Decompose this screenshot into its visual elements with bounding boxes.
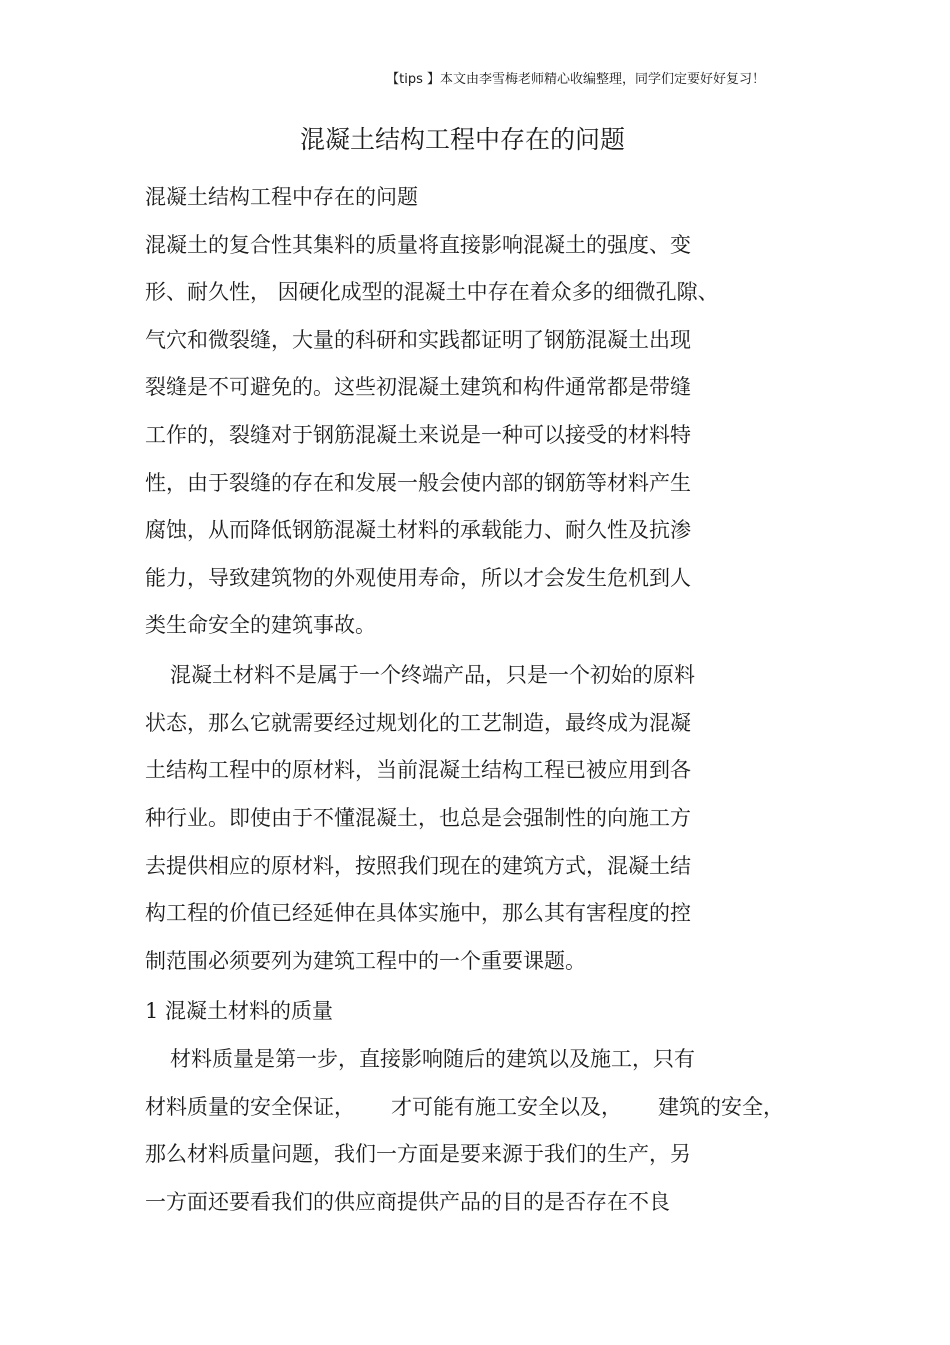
document-subtitle: 混凝土结构工程中存在的问题 xyxy=(145,185,418,209)
paragraph-line: 气穴和微裂缝，大量的科研和实践都证明了钢筋混凝土出现 xyxy=(145,328,691,352)
paragraph-line: 混凝土材料不是属于一个终端产品，只是一个初始的原料 xyxy=(170,663,695,687)
paragraph-line: 腐蚀，从而降低钢筋混凝土材料的承载能力、耐久性及抗渗 xyxy=(145,518,691,542)
paragraph-line: 种行业。即使由于不懂混凝土，也总是会强制性的向施工方 xyxy=(145,806,691,830)
tips-header: 【tips 】本文由李雪梅老师精心收编整理，同学们定要好好复习！ xyxy=(386,72,765,87)
paragraph-line: 状态，那么它就需要经过规划化的工艺制造，最终成为混凝 xyxy=(145,711,691,735)
paragraph-line: 工作的，裂缝对于钢筋混凝土来说是一种可以接受的材料特 xyxy=(145,423,691,447)
paragraph-line xyxy=(145,1090,784,1124)
paragraph-segment: 才可能有施工安全以及， xyxy=(391,1095,622,1119)
paragraph-line: 去提供相应的原材料，按照我们现在的建筑方式，混凝土结 xyxy=(145,854,691,878)
paragraph-line: 类生命安全的建筑事故。 xyxy=(145,613,376,637)
paragraph-segment: 材料质量的安全保证， xyxy=(145,1095,355,1119)
paragraph-line: 土结构工程中的原材料，当前混凝土结构工程已被应用到各 xyxy=(145,758,691,782)
paragraph-line: 能力，导致建筑物的外观使用寿命，所以才会发生危机到人 xyxy=(145,566,691,590)
paragraph-line: 材料质量是第一步，直接影响随后的建筑以及施工，只有 xyxy=(170,1047,695,1071)
paragraph-line: 混凝土的复合性其集料的质量将直接影响混凝土的强度、变 xyxy=(145,233,691,257)
paragraph-line: 那么材料质量问题，我们一方面是要来源于我们的生产，另 xyxy=(145,1142,691,1166)
paragraph-line: 裂缝是不可避免的。这些初混凝土建筑和构件通常都是带缝 xyxy=(145,375,691,399)
paragraph-line: 性，由于裂缝的存在和发展一般会使内部的钢筋等材料产生 xyxy=(145,471,691,495)
paragraph-segment: 建筑的安全， xyxy=(658,1095,784,1119)
paragraph-line: 一方面还要看我们的供应商提供产品的目的是否存在不良 xyxy=(145,1190,670,1214)
paragraph-line: 制范围必须要列为建筑工程中的一个重要课题。 xyxy=(145,949,586,973)
paragraph-line: 形、耐久性， 因硬化成型的混凝土中存在着众多的细微孔隙、 xyxy=(145,280,719,304)
document-title: 混凝土结构工程中存在的问题 xyxy=(299,125,625,154)
section-heading: 1 混凝土材料的质量 xyxy=(145,999,334,1023)
paragraph-line: 构工程的价值已经延伸在具体实施中，那么其有害程度的控 xyxy=(145,901,691,925)
